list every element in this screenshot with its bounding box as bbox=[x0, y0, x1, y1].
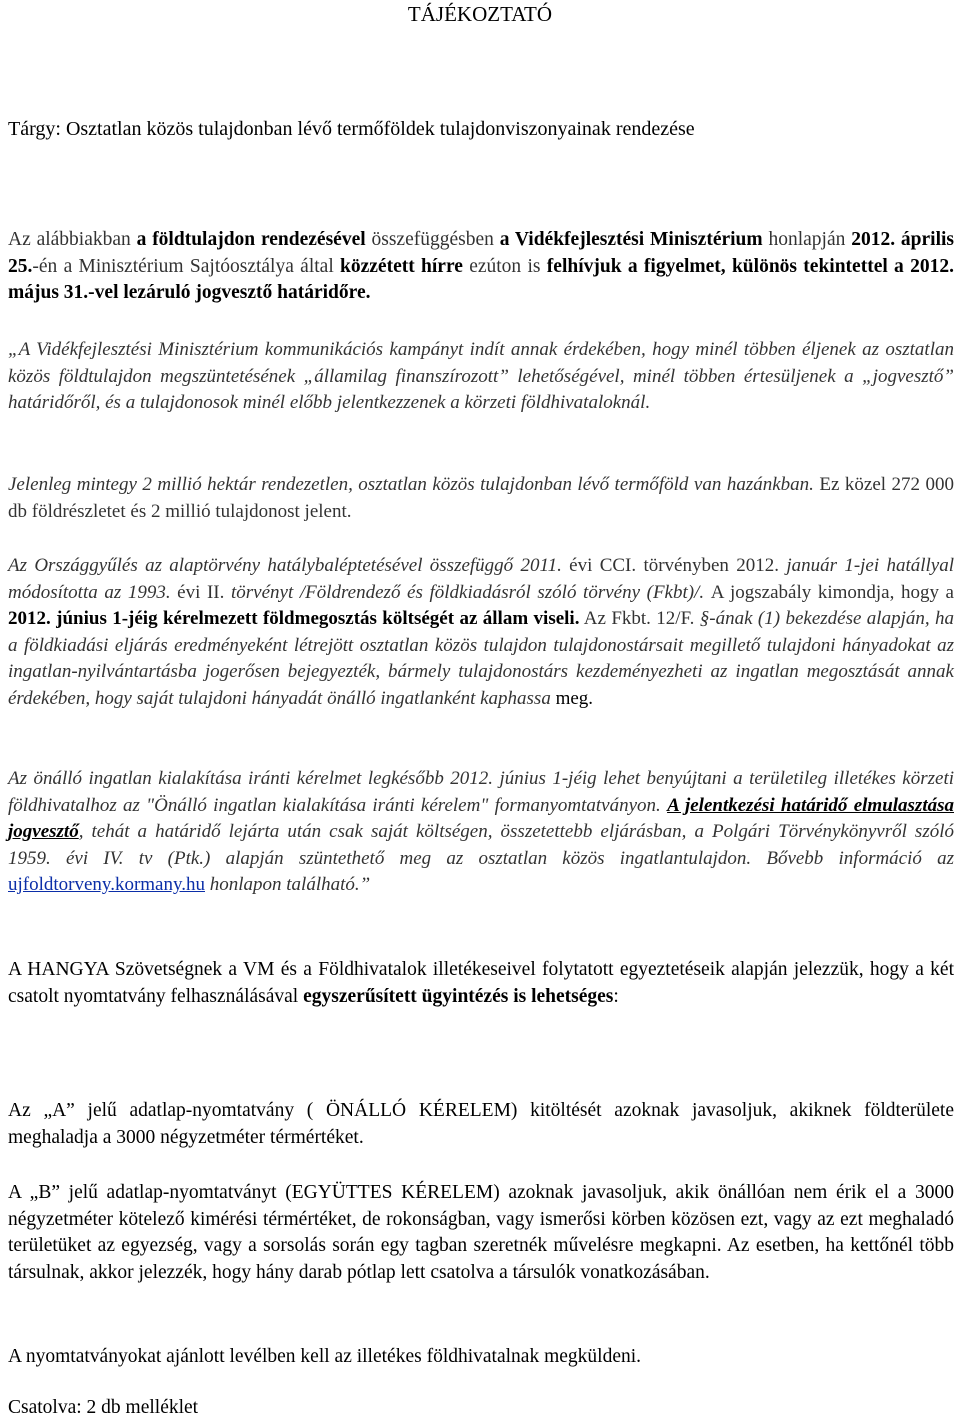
body-bold: egyszerűsített ügyintézés is lehetséges bbox=[303, 985, 614, 1007]
form-a-paragraph: Az „A” jelű adatlap-nyomtatvány ( ÖNÁLLÓ KÉRELEM) kitöltését azoknak javasoljuk, akiknek földterülete meghaladja a 3000 négyzetméter térmértéket. bbox=[8, 1100, 954, 1148]
send-paragraph: A nyomtatványokat ajánlott levélben kell az illetékes földhivatalnak megküldeni. bbox=[8, 1346, 642, 1367]
intro-paragraph bbox=[8, 227, 954, 307]
quote-text: Ez közel 272 000 db földrészletet és 2 millió tulajdonost jelent. bbox=[8, 474, 955, 522]
document-title: TÁJÉKOZTATÓ bbox=[407, 2, 553, 26]
quote-text: Az Országgyűlés az alaptörvény hatálybaléptetésével összefüggő 2011. bbox=[8, 555, 570, 576]
quote-text: meg. bbox=[550, 687, 594, 709]
website-link[interactable]: ujfoldtorveny.kormany.hu bbox=[8, 874, 205, 895]
intro-text: honlapján bbox=[762, 229, 852, 250]
intro-text: -én a Minisztérium Sajtóosztálya által bbox=[32, 255, 341, 277]
quote-bold: 2012. június 1-jéig kérelmezett földmegosztás költségét az állam viseli. bbox=[8, 608, 580, 629]
intro-text: ezúton is bbox=[462, 255, 547, 277]
quote-text: évi II. bbox=[177, 581, 225, 603]
quote-paragraph-4 bbox=[8, 766, 954, 899]
quote-text: A jogszabály kimondja, hogy a bbox=[710, 581, 954, 603]
body-text: : bbox=[613, 985, 619, 1007]
quote-text: január 1-jei hatállyal módosította az 1993. bbox=[8, 555, 955, 603]
intro-text: összefüggésben bbox=[365, 229, 500, 250]
quote-text: Az Fkbt. 12/F. bbox=[579, 608, 700, 629]
hangya-paragraph bbox=[8, 957, 954, 1010]
subject-line: Tárgy: Osztatlan közös tulajdonban lévő termőföldek tulajdonviszonyainak rendezése bbox=[8, 118, 695, 140]
quote-text: §-ának (1) bekezdése alapján, ha a földkiadási eljárás eredményeként létrejött osztatlan közös tulajdon tulajdonostársait megillető tulajdoni hányadokat az ingatlan-nyilvántartásba jogerősen bejegyezték, bármely tulajdonostárs kezdeményezheti az ingatlan megosztását annak érdekében, hogy saját tulajdoni hányadát önálló ingatlanként kaphassa bbox=[8, 608, 954, 709]
form-b-paragraph: A „B” jelű adatlap-nyomtatványt (EGYÜTTES KÉRELEM) azoknak javasoljuk, akik önállóan nem érik el a 3000 négyzetméter kötelező kimérési térmértéket, de rokonságban, vagy ismerősi körben közösen ezt, vagy az ezt meghaladó területüket az egyezség, vagy a sorsolás során egy tagban szeretnék művelésre megkapni. Az esetben, ha kettőnél több társulnak, akkor jelezzék, hogy hány darab pótlap lett csatolva a társulók vonatkozásában. bbox=[8, 1182, 954, 1283]
quote-paragraph-3 bbox=[8, 553, 954, 712]
intro-bold: a földtulajdon rendezésével bbox=[136, 229, 366, 250]
intro-bold: közzétett hírre bbox=[340, 255, 463, 277]
quote-text: Jelenleg mintegy 2 millió hektár rendezetlen, osztatlan közös tulajdonban lévő termőföld van hazánkban. bbox=[8, 474, 820, 495]
intro-bold: felhívjuk a figyelmet, különös tekintettel a 2012. május 31.-vel lezáruló jogvesztő határidőre. bbox=[8, 255, 954, 303]
intro-text: Az alábbiakban bbox=[8, 229, 137, 250]
quote-text: évi CCI. törvényben 2012. bbox=[569, 555, 779, 576]
quote-text: törvényt /Földrendező és földkiadásról szóló törvény (Fkbt)/. bbox=[224, 581, 711, 603]
intro-date: 2012. április 25. bbox=[8, 229, 954, 277]
body-text: A HANGYA Szövetségnek a VM és a Földhivatalok illetékeseivel folytatott egyeztetéseik alapján jelezzük, hogy a két csatolt nyomtatvány felhasználásával bbox=[8, 959, 954, 1007]
quote-text: Az önálló ingatlan kialakítása iránti kérelmet legkésőbb 2012. június 1-jéig lehet benyújtani a területileg illetékes körzeti földhivatalhoz az "Önálló ingatlan kialakítása iránti kérelem" formanyomtatványon. bbox=[8, 768, 954, 816]
quote-underlined-bold: A jelentkezési határidő elmulasztása jogvesztő bbox=[8, 794, 954, 842]
quote-text: honlapon található.” bbox=[205, 874, 371, 895]
attachment-note: Csatolva: 2 db melléklet bbox=[8, 1397, 199, 1418]
quote-text: , tehát a határidő lejárta után csak saját költségen, összetettebb eljárásban, a Polgári Törvénykönyvről szóló 1959. évi IV. tv (Ptk.) alapján szüntethető meg az osztatlan közös ingatlantulajdon. Bővebb információ az bbox=[8, 821, 954, 869]
quote-paragraph-1: „A Vidékfejlesztési Minisztérium kommunikációs kampányt indít annak érdekében, hogy minél többen éljenek az osztatlan közös földtulajdon megszüntetésének „államilag finanszírozott” lehetőségével, minél többen értesüljenek a „jogvesztő” határidőről, és a tulajdonosok minél előbb jelentkezzenek a körzeti földhivataloknál. bbox=[8, 339, 954, 413]
quote-paragraph-2 bbox=[8, 472, 954, 525]
intro-bold: a Vidékfejlesztési Minisztérium bbox=[499, 229, 763, 250]
